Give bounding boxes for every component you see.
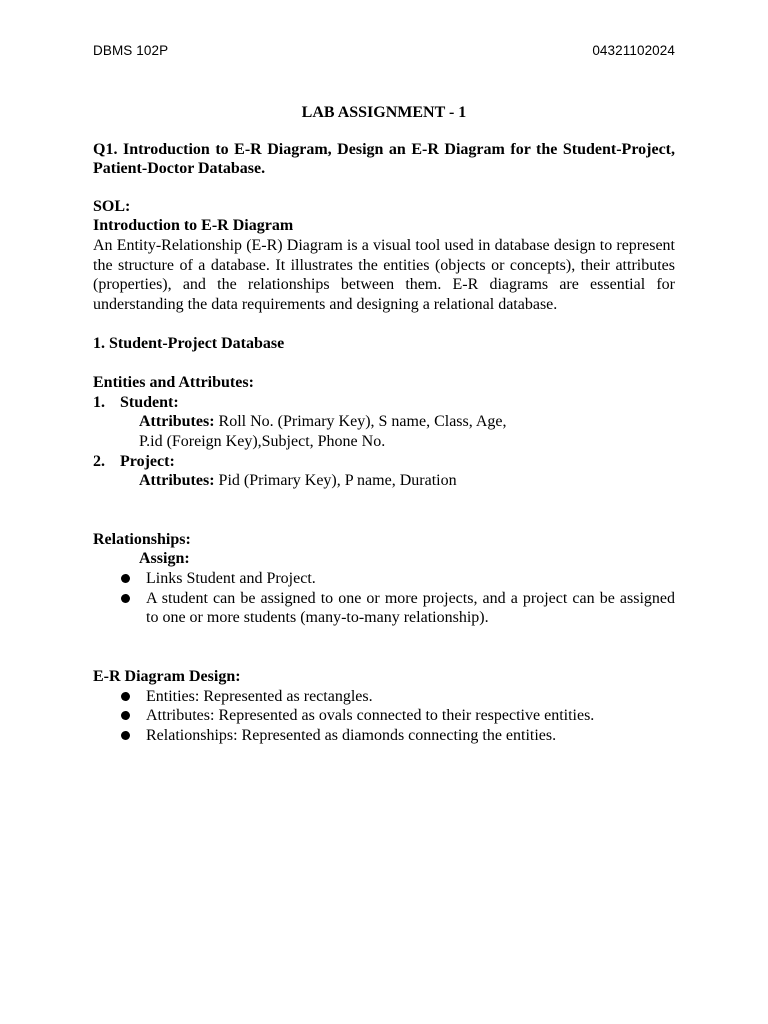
- document-body: [93, 103, 675, 745]
- entity-name: Student:: [120, 393, 179, 411]
- assign-label: Assign:: [139, 550, 190, 568]
- bullet-icon: [120, 569, 146, 589]
- intro-heading: Introduction to E-R Diagram: [93, 217, 294, 235]
- question-text: Q1. Introduction to E-R Diagram, Design an E-R Diagram for the Student-Project, Patient-Doctor Database.: [93, 140, 675, 178]
- entity-attributes-student: [93, 412, 675, 432]
- entity-attributes-student-cont: P.id (Foreign Key),Subject, Phone No.: [139, 432, 386, 450]
- header-course: DBMS 102P: [93, 43, 169, 58]
- entity-item-student: [93, 393, 675, 413]
- relationships-heading: Relationships:: [93, 530, 191, 548]
- list-item: [93, 706, 675, 726]
- intro-paragraph: An Entity-Relationship (E-R) Diagram is a visual tool used in database design to represent the structure of a database. It illustrates the entities (objects or concepts), their attributes (properties), and the relationships between them. E-R diagrams are essential for understanding the data requirements and designing a relational database.: [93, 236, 675, 313]
- bullet-text: A student can be assigned to one or more projects, and a project can be assigned to one or more students (many-to-many relationship).: [146, 589, 675, 627]
- bullet-icon: [120, 706, 146, 726]
- bullet-icon: [120, 726, 146, 746]
- bullet-icon: [120, 589, 146, 628]
- list-item: [93, 687, 675, 707]
- entity-item-project: [93, 452, 675, 472]
- bullet-icon: [120, 687, 146, 707]
- attributes-label: Attributes:: [139, 413, 215, 431]
- list-item: [93, 726, 675, 746]
- bullet-text: Entities: Represented as rectangles.: [146, 687, 373, 705]
- bullet-text: Attributes: Represented as ovals connected to their respective entities.: [146, 707, 595, 725]
- section-heading-student-project: 1. Student-Project Database: [93, 334, 285, 352]
- list-item: [93, 569, 675, 589]
- entity-name: Project:: [120, 452, 175, 470]
- header-roll-number: 04321102024: [592, 43, 675, 58]
- entity-attributes-project: [93, 471, 675, 491]
- attributes-label: Attributes:: [139, 472, 215, 490]
- design-heading: E-R Diagram Design:: [93, 668, 241, 686]
- entities-heading: Entities and Attributes:: [93, 374, 254, 392]
- attributes-text: Roll No. (Primary Key), S name, Class, Age,: [214, 413, 507, 431]
- entity-number: 2.: [93, 452, 105, 470]
- list-item: [93, 589, 675, 628]
- attributes-text: Pid (Primary Key), P name, Duration: [214, 472, 457, 490]
- bullet-text: Relationships: Represented as diamonds connecting the entities.: [146, 726, 557, 744]
- bullet-text: Links Student and Project.: [146, 570, 316, 588]
- page-title: LAB ASSIGNMENT - 1: [301, 104, 467, 121]
- sol-label: SOL:: [93, 197, 131, 215]
- entity-number: 1.: [93, 393, 105, 411]
